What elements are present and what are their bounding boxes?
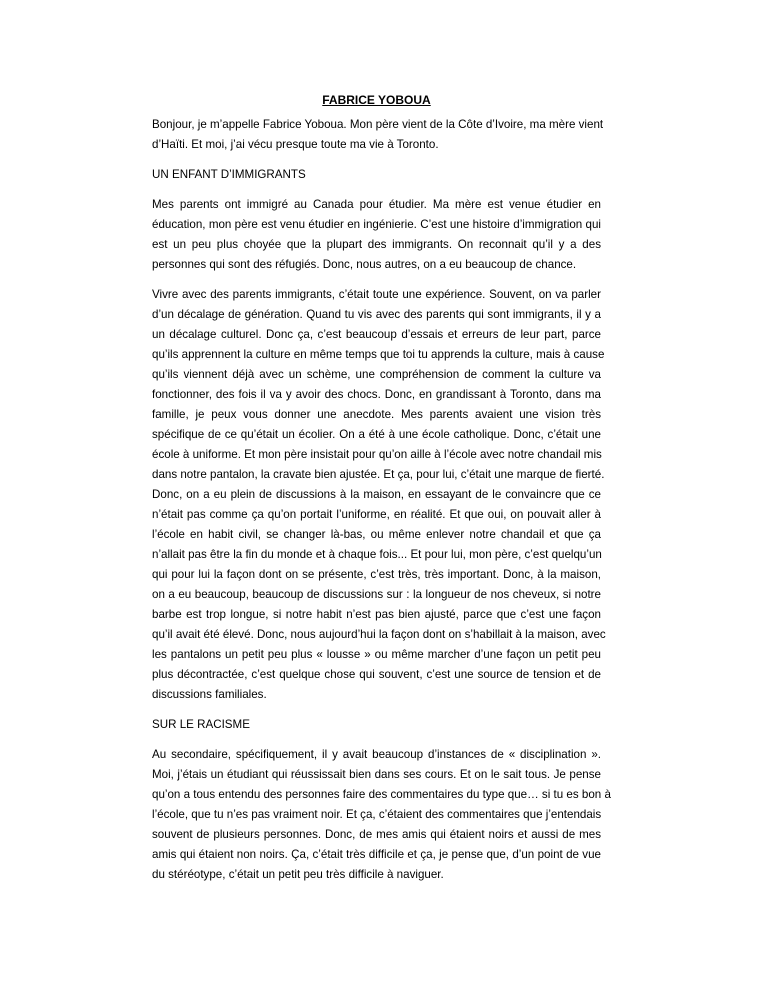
text-line: Mes parents ont immigré au Canada pour étudier. Ma mère est venue étudier en [152, 198, 601, 211]
text-line: Donc, on a eu plein de discussions à la maison, en essayant de le convaincre que ce [152, 488, 601, 501]
text-line: SUR LE RACISME [152, 718, 250, 731]
text-line: amis qui étaient non noirs. Ça, c’était très difficile et ça, je pense que, d’un point de vue [152, 848, 601, 861]
text-line: Bonjour, je m’appelle Fabrice Yoboua. Mon père vient de la Côte d’Ivoire, ma mère vient [152, 118, 604, 131]
text-line: barbe est trop longue, si notre habit n’est pas bien ajusté, parce que c’est une façon [152, 608, 601, 621]
text-line: UN ENFANT D’IMMIGRANTS [152, 168, 306, 181]
document-body [152, 115, 611, 885]
text-line: plus décontractée, c’est quelque chose qui souvent, c’est une source de tension et de [152, 668, 601, 681]
document-page [152, 90, 611, 895]
text-line: spécifique de ce qu’était un écolier. On a été à une école catholique. Donc, c’était une [152, 428, 601, 441]
text-line: qu’ils viennent déjà avec un schème, une compréhension de comment la culture va [152, 368, 601, 381]
text-line: un décalage culturel. Donc ça, c’est beaucoup d’essais et erreurs de leur part, parce [152, 328, 601, 341]
text-line: n’allait pas être la fin du monde et à chaque fois... Et pour lui, mon père, c’est quelqu’un [152, 548, 602, 561]
section-heading [152, 715, 601, 735]
text-line: dans notre pantalon, la cravate bien ajustée. Et ça, pour lui, c’était une marque de fierté. [152, 468, 605, 481]
text-line: qu’on a tous entendu des personnes faire des commentaires du type que… si tu es bon à [152, 788, 611, 801]
paragraph [152, 285, 606, 705]
text-line: l’école en habit civil, se changer là-bas, ou même enlever notre chandail et que ça [152, 528, 601, 541]
text-line: on a eu beaucoup, beaucoup de discussions sur : la longueur de nos cheveux, si notre [152, 588, 601, 601]
text-line: qui pour lui la façon dont on se présente, c’est très, très important. Donc, à la maison, [152, 568, 601, 581]
text-line: n’était pas comme ça qu’on portait l’uniforme, en réalité. Et que oui, on pouvait aller à [152, 508, 601, 521]
text-line: d’un décalage de génération. Quand tu vis avec des parents qui sont immigrants, il y a [152, 308, 601, 321]
text-line: école à uniforme. Et mon père insistait pour qu’on aille à l’école avec notre chandail mis [152, 448, 602, 461]
text-line: Moi, j’étais un étudiant qui réussissait bien dans ses cours. Et on le sait tous. Je pense [152, 768, 601, 781]
text-line: personnes qui sont des réfugiés. Donc, nous autres, on a eu beaucoup de chance. [152, 258, 577, 271]
text-line: qu’ils apprennent la culture en même temps que toi tu apprends la culture, mais à cause [152, 348, 605, 361]
text-line: éducation, mon père est venu étudier en ingénierie. C’est une histoire d’immigration qui [152, 218, 601, 231]
text-line: Vivre avec des parents immigrants, c’était toute une expérience. Souvent, on va parler [152, 288, 601, 301]
paragraph [152, 195, 601, 275]
text-line: discussions familiales. [152, 688, 267, 701]
text-line: souvent de plusieurs personnes. Donc, de mes amis qui étaient noirs et aussi de mes [152, 828, 601, 841]
paragraph [152, 745, 611, 885]
text-line: les pantalons un petit peu plus « lousse » ou même marcher d’une façon un petit peu [152, 648, 601, 661]
text-line: qu’il avait été élevé. Donc, nous aujourd’hui la façon dont on s’habillait à la maison, avec [152, 628, 606, 641]
text-line: est un peu plus choyée que la plupart des immigrants. On reconnait qu’il y a des [152, 238, 601, 251]
text-line: du stéréotype, c’était un petit peu très difficile à naviguer. [152, 868, 444, 881]
section-heading [152, 165, 601, 185]
paragraph [152, 115, 604, 155]
text-line: l’école, que tu n’es pas vraiment noir. Et ça, c’étaient des commentaires que j’entendais [152, 808, 602, 821]
text-line: fonctionner, des fois il va y avoir des chocs. Donc, en grandissant à Toronto, dans ma [152, 388, 601, 401]
text-line: d’Haïti. Et moi, j’ai vécu presque toute ma vie à Toronto. [152, 138, 439, 151]
text-line: Au secondaire, spécifiquement, il y avait beaucoup d’instances de « disciplination ». [152, 748, 601, 761]
document-title: FABRICE YOBOUA [322, 93, 431, 107]
text-line: famille, je peux vous donner une anecdote. Mes parents avaient une vision très [152, 408, 601, 421]
